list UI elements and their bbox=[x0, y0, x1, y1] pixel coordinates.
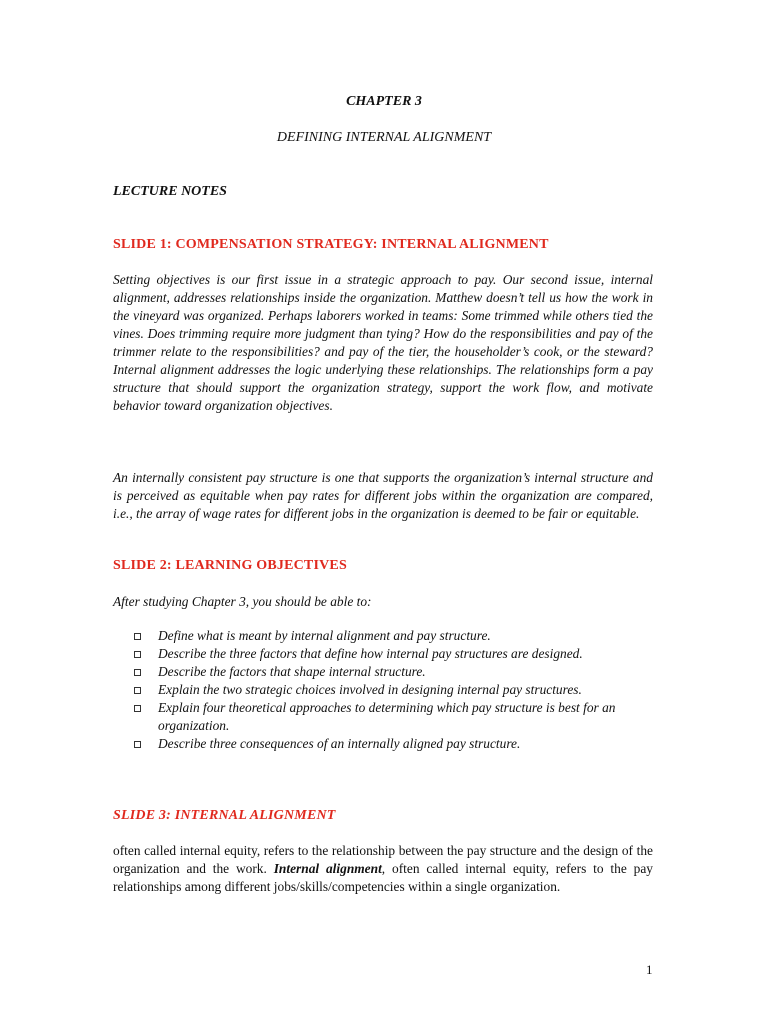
objective-text: Describe three consequences of an internally aligned pay structure. bbox=[158, 736, 521, 751]
square-bullet-icon bbox=[134, 687, 141, 694]
list-item bbox=[130, 681, 650, 699]
slide3-paragraph bbox=[113, 842, 653, 896]
objectives-list bbox=[130, 627, 650, 753]
list-item bbox=[130, 627, 650, 645]
slide1-paragraph-2: An internally consistent pay structure is one that supports the organization’s internal structure and is perceived as equitable when pay rates for different jobs within the organization are compared, i.e., the array of wage rates for different jobs in the organization is deemed to be fair or equitable. bbox=[113, 470, 653, 521]
square-bullet-icon bbox=[134, 633, 141, 640]
square-bullet-icon bbox=[134, 669, 141, 676]
chapter-title: CHAPTER 3 bbox=[346, 94, 422, 109]
square-bullet-icon bbox=[134, 741, 141, 748]
page-number: 1 bbox=[646, 962, 653, 977]
objective-text: Describe the factors that shape internal structure. bbox=[158, 664, 426, 679]
slide1-heading: SLIDE 1: COMPENSATION STRATEGY: INTERNAL ALIGNMENT bbox=[113, 237, 549, 252]
square-bullet-icon bbox=[134, 705, 141, 712]
slide3-bold-term: Internal alignment bbox=[273, 861, 382, 876]
chapter-subtitle: DEFINING INTERNAL ALIGNMENT bbox=[276, 130, 492, 145]
square-bullet-icon bbox=[134, 651, 141, 658]
slide3-text-part1: often called internal equity, refers to the relationship between the pay structure and the design of the organization and the work. bbox=[113, 843, 653, 876]
list-item bbox=[130, 735, 650, 753]
slide3-heading: SLIDE 3: INTERNAL ALIGNMENT bbox=[113, 808, 336, 823]
list-item bbox=[130, 663, 650, 681]
list-item bbox=[130, 699, 650, 735]
lecture-notes-heading: LECTURE NOTES bbox=[113, 184, 227, 199]
slide2-heading: SLIDE 2: LEARNING OBJECTIVES bbox=[113, 558, 347, 573]
slide2-intro: After studying Chapter 3, you should be able to: bbox=[113, 594, 372, 609]
objective-text: Explain the two strategic choices involved in designing internal pay structures. bbox=[158, 682, 582, 697]
objective-text: Explain four theoretical approaches to determining which pay structure is best for an organization. bbox=[158, 700, 616, 733]
slide3-text-part2: , often called internal equity, refers to the pay relationships among different jobs/skills/competencies within a single organization. bbox=[113, 861, 653, 894]
slide1-paragraph-1: Setting objectives is our first issue in a strategic approach to pay. Our second issue, internal alignment, addresses relationships inside the organization. Matthew doesn’t tell us how the work in the vineyard was organized. Perhaps laborers worked in teams: Some trimmed while others tied the vines. Does trimming require more judgment than tying? How do the responsibilities and pay of the trimmer relate to the responsibilities? and pay of the tier, the householder’s cook, or the steward? Internal alignment addresses the logic underlying these relationships. The relationships form a pay structure that should support the organization strategy, support the work flow, and motivate behavior toward organization objectives. bbox=[113, 272, 653, 413]
objective-text: Define what is meant by internal alignment and pay structure. bbox=[158, 628, 491, 643]
list-item bbox=[130, 645, 650, 663]
objective-text: Describe the three factors that define how internal pay structures are designed. bbox=[158, 646, 583, 661]
